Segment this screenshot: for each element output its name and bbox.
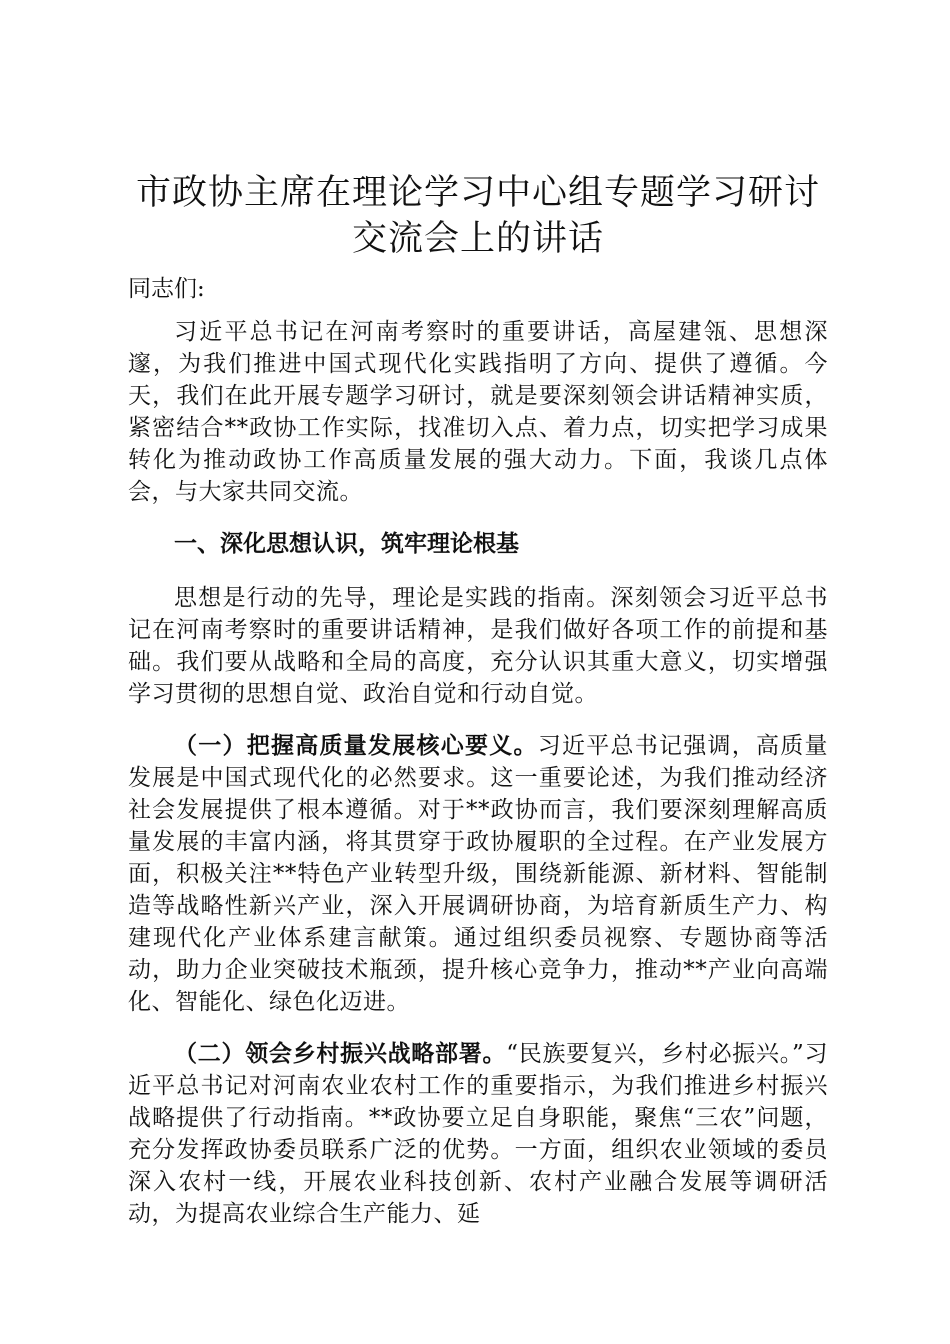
intro-paragraph: 习近平总书记在河南考察时的重要讲话，高屋建瓴、思想深邃，为我们推进中国式现代化实践指明了方向、提供了遵循。今天，我们在此开展专题学习研讨，就是要深刻领会讲话精神实质，紧密结合**政协工作实际，找准切入点、着力点，切实把学习成果转化为推动政协工作高质量发展的强大动力。下面，我谈几点体会，与大家共同交流。 xyxy=(128,319,828,505)
point-2-body: “民族要复兴，乡村必振兴。”习近平总书记对河南农业农村工作的重要指示，为我们推进乡村振兴战略提供了行动指南。**政协要立足自身职能，聚焦“三农”问题，充分发挥政协委员联系广泛的优势。一方面，组织农业领域的委员深入农村一线，开展农业科技创新、农村产业融合发展等调研活动，为提高农业综合生产能力、延 xyxy=(128,1041,828,1227)
salutation: 同志们: xyxy=(128,276,205,302)
section-heading-1: 一、深化思想认识，筑牢理论根基 xyxy=(174,531,519,557)
point-1-paragraph xyxy=(128,730,828,1018)
point-1-body: 习近平总书记强调，高质量发展是中国式现代化的必然要求。这一重要论述，为我们推动经济社会发展提供了根本遵循。对于**政协而言，我们要深刻理解高质量发展的丰富内涵，将其贯穿于政协履职的全过程。在产业发展方面，积极关注**特色产业转型升级，围绕新能源、新材料、智能制造等战略性新兴产业，深入开展调研协商，为培育新质生产力、构建现代化产业体系建言献策。通过组织委员视察、专题协商等活动，助力企业突破技术瓶颈，提升核心竞争力，推动**产业向高端化、智能化、绿色化迈进。 xyxy=(128,733,828,1015)
document-title: 市政协主席在理论学习中心组专题学习研讨交流会上的讲话 xyxy=(135,173,820,259)
document-body xyxy=(128,272,828,1250)
point-2-lead: （二）领会乡村振兴战略部署。 xyxy=(174,1041,507,1067)
section-1-paragraph: 思想是行动的先导，理论是实践的指南。深刻领会习近平总书记在河南考察时的重要讲话精神，是我们做好各项工作的前提和基础。我们要从战略和全局的高度，充分认识其重大意义，切实增强学习贯彻的思想自觉、政治自觉和行动自觉。 xyxy=(128,585,828,707)
point-2-paragraph xyxy=(128,1038,828,1230)
point-1-lead: （一）把握高质量发展核心要义。 xyxy=(174,733,538,759)
